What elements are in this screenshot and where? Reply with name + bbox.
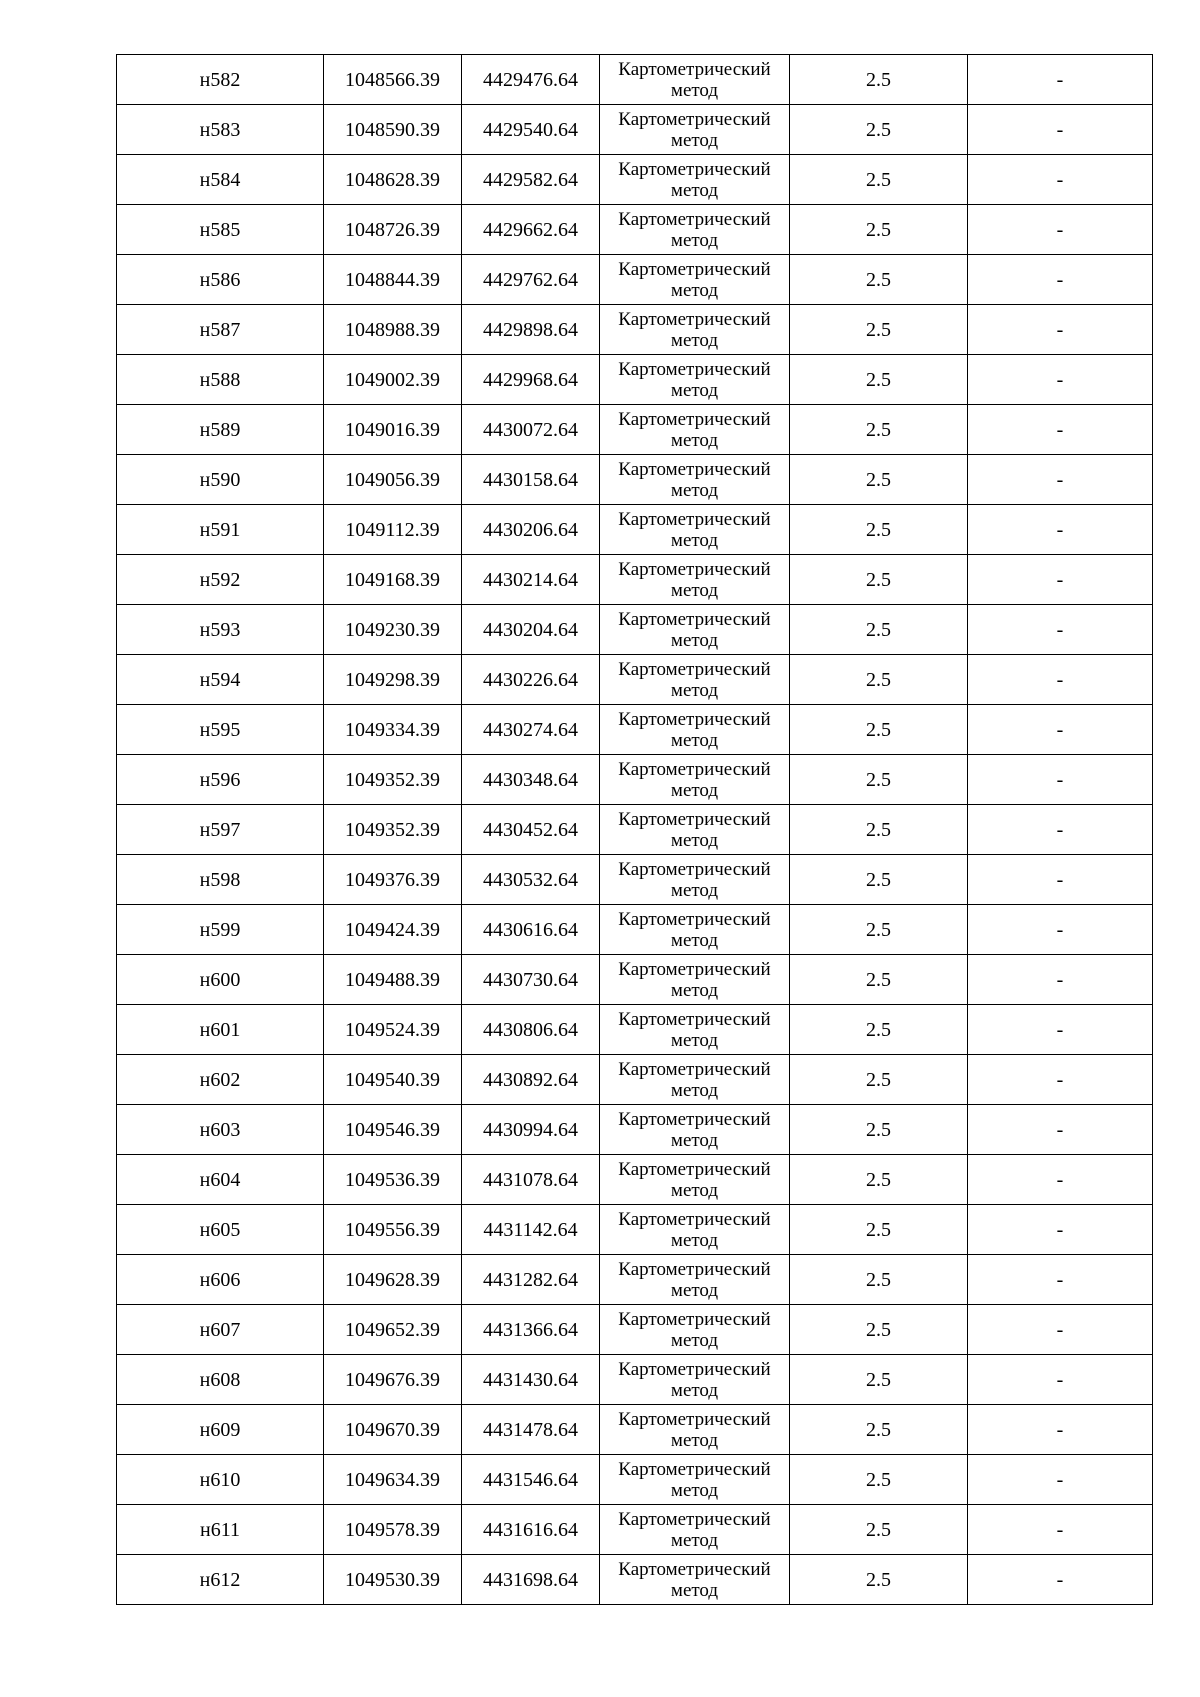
accuracy-cell: 2.5 xyxy=(790,1355,968,1405)
method-cell: Картометрический метод xyxy=(600,1005,790,1055)
method-cell: Картометрический метод xyxy=(600,1105,790,1155)
x-coordinate-cell: 1048566.39 xyxy=(324,55,462,105)
x-coordinate-cell: 1049376.39 xyxy=(324,855,462,905)
method-cell: Картометрический метод xyxy=(600,1355,790,1405)
note-cell: - xyxy=(968,1455,1153,1505)
note-cell: - xyxy=(968,55,1153,105)
method-cell: Картометрический метод xyxy=(600,355,790,405)
coordinates-table xyxy=(116,54,1153,1605)
y-coordinate-cell: 4431698.64 xyxy=(462,1555,600,1605)
table-row xyxy=(117,755,1153,805)
table-row xyxy=(117,605,1153,655)
note-cell: - xyxy=(968,105,1153,155)
note-cell: - xyxy=(968,455,1153,505)
note-cell: - xyxy=(968,1155,1153,1205)
accuracy-cell: 2.5 xyxy=(790,955,968,1005)
accuracy-cell: 2.5 xyxy=(790,1155,968,1205)
point-cell: н586 xyxy=(117,255,324,305)
table-row xyxy=(117,255,1153,305)
point-cell: н585 xyxy=(117,205,324,255)
y-coordinate-cell: 4429898.64 xyxy=(462,305,600,355)
accuracy-cell: 2.5 xyxy=(790,555,968,605)
point-cell: н606 xyxy=(117,1255,324,1305)
x-coordinate-cell: 1049016.39 xyxy=(324,405,462,455)
y-coordinate-cell: 4430348.64 xyxy=(462,755,600,805)
point-cell: н609 xyxy=(117,1405,324,1455)
table-row xyxy=(117,805,1153,855)
method-cell: Картометрический метод xyxy=(600,55,790,105)
point-cell: н603 xyxy=(117,1105,324,1155)
note-cell: - xyxy=(968,805,1153,855)
y-coordinate-cell: 4431078.64 xyxy=(462,1155,600,1205)
accuracy-cell: 2.5 xyxy=(790,1405,968,1455)
y-coordinate-cell: 4430158.64 xyxy=(462,455,600,505)
note-cell: - xyxy=(968,155,1153,205)
table-row xyxy=(117,1305,1153,1355)
accuracy-cell: 2.5 xyxy=(790,1105,968,1155)
point-cell: н595 xyxy=(117,705,324,755)
x-coordinate-cell: 1049546.39 xyxy=(324,1105,462,1155)
note-cell: - xyxy=(968,605,1153,655)
note-cell: - xyxy=(968,855,1153,905)
y-coordinate-cell: 4430206.64 xyxy=(462,505,600,555)
table-row xyxy=(117,705,1153,755)
x-coordinate-cell: 1049056.39 xyxy=(324,455,462,505)
x-coordinate-cell: 1049488.39 xyxy=(324,955,462,1005)
y-coordinate-cell: 4430994.64 xyxy=(462,1105,600,1155)
table-row xyxy=(117,655,1153,705)
table-row xyxy=(117,1255,1153,1305)
x-coordinate-cell: 1049352.39 xyxy=(324,755,462,805)
y-coordinate-cell: 4429540.64 xyxy=(462,105,600,155)
note-cell: - xyxy=(968,1305,1153,1355)
accuracy-cell: 2.5 xyxy=(790,355,968,405)
note-cell: - xyxy=(968,905,1153,955)
y-coordinate-cell: 4431142.64 xyxy=(462,1205,600,1255)
method-cell: Картометрический метод xyxy=(600,805,790,855)
y-coordinate-cell: 4431478.64 xyxy=(462,1405,600,1455)
table-row xyxy=(117,1155,1153,1205)
y-coordinate-cell: 4430892.64 xyxy=(462,1055,600,1105)
point-cell: н593 xyxy=(117,605,324,655)
point-cell: н594 xyxy=(117,655,324,705)
note-cell: - xyxy=(968,755,1153,805)
x-coordinate-cell: 1049634.39 xyxy=(324,1455,462,1505)
accuracy-cell: 2.5 xyxy=(790,455,968,505)
point-cell: н608 xyxy=(117,1355,324,1405)
method-cell: Картометрический метод xyxy=(600,655,790,705)
accuracy-cell: 2.5 xyxy=(790,155,968,205)
table-row xyxy=(117,1505,1153,1555)
x-coordinate-cell: 1049536.39 xyxy=(324,1155,462,1205)
x-coordinate-cell: 1049556.39 xyxy=(324,1205,462,1255)
accuracy-cell: 2.5 xyxy=(790,255,968,305)
y-coordinate-cell: 4431546.64 xyxy=(462,1455,600,1505)
note-cell: - xyxy=(968,505,1153,555)
accuracy-cell: 2.5 xyxy=(790,805,968,855)
accuracy-cell: 2.5 xyxy=(790,905,968,955)
point-cell: н582 xyxy=(117,55,324,105)
x-coordinate-cell: 1049002.39 xyxy=(324,355,462,405)
method-cell: Картометрический метод xyxy=(600,755,790,805)
y-coordinate-cell: 4430204.64 xyxy=(462,605,600,655)
method-cell: Картометрический метод xyxy=(600,1555,790,1605)
accuracy-cell: 2.5 xyxy=(790,755,968,805)
accuracy-cell: 2.5 xyxy=(790,105,968,155)
point-cell: н587 xyxy=(117,305,324,355)
x-coordinate-cell: 1049334.39 xyxy=(324,705,462,755)
accuracy-cell: 2.5 xyxy=(790,55,968,105)
method-cell: Картометрический метод xyxy=(600,1155,790,1205)
point-cell: н597 xyxy=(117,805,324,855)
method-cell: Картометрический метод xyxy=(600,455,790,505)
point-cell: н598 xyxy=(117,855,324,905)
point-cell: н611 xyxy=(117,1505,324,1555)
note-cell: - xyxy=(968,305,1153,355)
table-row xyxy=(117,1555,1153,1605)
y-coordinate-cell: 4431366.64 xyxy=(462,1305,600,1355)
method-cell: Картометрический метод xyxy=(600,905,790,955)
accuracy-cell: 2.5 xyxy=(790,505,968,555)
table-row xyxy=(117,555,1153,605)
point-cell: н589 xyxy=(117,405,324,455)
accuracy-cell: 2.5 xyxy=(790,855,968,905)
table-row xyxy=(117,355,1153,405)
method-cell: Картометрический метод xyxy=(600,1205,790,1255)
table-row xyxy=(117,905,1153,955)
point-cell: н592 xyxy=(117,555,324,605)
x-coordinate-cell: 1048988.39 xyxy=(324,305,462,355)
method-cell: Картометрический метод xyxy=(600,505,790,555)
table-row xyxy=(117,955,1153,1005)
note-cell: - xyxy=(968,1255,1153,1305)
y-coordinate-cell: 4430072.64 xyxy=(462,405,600,455)
x-coordinate-cell: 1049652.39 xyxy=(324,1305,462,1355)
table-row xyxy=(117,205,1153,255)
table-row xyxy=(117,1405,1153,1455)
method-cell: Картометрический метод xyxy=(600,255,790,305)
method-cell: Картометрический метод xyxy=(600,855,790,905)
point-cell: н588 xyxy=(117,355,324,405)
accuracy-cell: 2.5 xyxy=(790,1455,968,1505)
y-coordinate-cell: 4431430.64 xyxy=(462,1355,600,1405)
x-coordinate-cell: 1049524.39 xyxy=(324,1005,462,1055)
method-cell: Картометрический метод xyxy=(600,1305,790,1355)
y-coordinate-cell: 4429968.64 xyxy=(462,355,600,405)
accuracy-cell: 2.5 xyxy=(790,1505,968,1555)
table-row xyxy=(117,455,1153,505)
method-cell: Картометрический метод xyxy=(600,955,790,1005)
point-cell: н584 xyxy=(117,155,324,205)
x-coordinate-cell: 1049112.39 xyxy=(324,505,462,555)
method-cell: Картометрический метод xyxy=(600,1455,790,1505)
x-coordinate-cell: 1048844.39 xyxy=(324,255,462,305)
point-cell: н591 xyxy=(117,505,324,555)
method-cell: Картометрический метод xyxy=(600,705,790,755)
table-row xyxy=(117,155,1153,205)
x-coordinate-cell: 1048590.39 xyxy=(324,105,462,155)
method-cell: Картометрический метод xyxy=(600,1055,790,1105)
point-cell: н599 xyxy=(117,905,324,955)
x-coordinate-cell: 1049352.39 xyxy=(324,805,462,855)
note-cell: - xyxy=(968,255,1153,305)
x-coordinate-cell: 1049540.39 xyxy=(324,1055,462,1105)
method-cell: Картометрический метод xyxy=(600,555,790,605)
method-cell: Картометрический метод xyxy=(600,155,790,205)
note-cell: - xyxy=(968,955,1153,1005)
note-cell: - xyxy=(968,655,1153,705)
accuracy-cell: 2.5 xyxy=(790,405,968,455)
note-cell: - xyxy=(968,1005,1153,1055)
table-row xyxy=(117,55,1153,105)
table-row xyxy=(117,305,1153,355)
note-cell: - xyxy=(968,205,1153,255)
x-coordinate-cell: 1049424.39 xyxy=(324,905,462,955)
accuracy-cell: 2.5 xyxy=(790,1055,968,1105)
point-cell: н612 xyxy=(117,1555,324,1605)
accuracy-cell: 2.5 xyxy=(790,1255,968,1305)
y-coordinate-cell: 4430532.64 xyxy=(462,855,600,905)
accuracy-cell: 2.5 xyxy=(790,1305,968,1355)
x-coordinate-cell: 1049530.39 xyxy=(324,1555,462,1605)
note-cell: - xyxy=(968,1505,1153,1555)
x-coordinate-cell: 1049168.39 xyxy=(324,555,462,605)
table-row xyxy=(117,855,1153,905)
note-cell: - xyxy=(968,705,1153,755)
table-row xyxy=(117,105,1153,155)
point-cell: н583 xyxy=(117,105,324,155)
accuracy-cell: 2.5 xyxy=(790,705,968,755)
table-row xyxy=(117,405,1153,455)
accuracy-cell: 2.5 xyxy=(790,605,968,655)
table-row xyxy=(117,1455,1153,1505)
y-coordinate-cell: 4430452.64 xyxy=(462,805,600,855)
x-coordinate-cell: 1049628.39 xyxy=(324,1255,462,1305)
x-coordinate-cell: 1049578.39 xyxy=(324,1505,462,1555)
accuracy-cell: 2.5 xyxy=(790,655,968,705)
note-cell: - xyxy=(968,1405,1153,1455)
x-coordinate-cell: 1049230.39 xyxy=(324,605,462,655)
point-cell: н590 xyxy=(117,455,324,505)
note-cell: - xyxy=(968,1555,1153,1605)
y-coordinate-cell: 4431616.64 xyxy=(462,1505,600,1555)
method-cell: Картометрический метод xyxy=(600,1405,790,1455)
y-coordinate-cell: 4429762.64 xyxy=(462,255,600,305)
table-row xyxy=(117,1055,1153,1105)
y-coordinate-cell: 4429476.64 xyxy=(462,55,600,105)
note-cell: - xyxy=(968,405,1153,455)
table-row xyxy=(117,1355,1153,1405)
y-coordinate-cell: 4429662.64 xyxy=(462,205,600,255)
table-row xyxy=(117,1105,1153,1155)
point-cell: н596 xyxy=(117,755,324,805)
x-coordinate-cell: 1049676.39 xyxy=(324,1355,462,1405)
accuracy-cell: 2.5 xyxy=(790,1005,968,1055)
accuracy-cell: 2.5 xyxy=(790,205,968,255)
note-cell: - xyxy=(968,1055,1153,1105)
y-coordinate-cell: 4430274.64 xyxy=(462,705,600,755)
point-cell: н602 xyxy=(117,1055,324,1105)
note-cell: - xyxy=(968,1205,1153,1255)
point-cell: н601 xyxy=(117,1005,324,1055)
note-cell: - xyxy=(968,355,1153,405)
point-cell: н607 xyxy=(117,1305,324,1355)
y-coordinate-cell: 4431282.64 xyxy=(462,1255,600,1305)
y-coordinate-cell: 4430226.64 xyxy=(462,655,600,705)
method-cell: Картометрический метод xyxy=(600,105,790,155)
y-coordinate-cell: 4430806.64 xyxy=(462,1005,600,1055)
note-cell: - xyxy=(968,1355,1153,1405)
note-cell: - xyxy=(968,555,1153,605)
point-cell: н605 xyxy=(117,1205,324,1255)
table-row xyxy=(117,1005,1153,1055)
y-coordinate-cell: 4430214.64 xyxy=(462,555,600,605)
y-coordinate-cell: 4430730.64 xyxy=(462,955,600,1005)
accuracy-cell: 2.5 xyxy=(790,305,968,355)
accuracy-cell: 2.5 xyxy=(790,1205,968,1255)
method-cell: Картометрический метод xyxy=(600,1255,790,1305)
point-cell: н600 xyxy=(117,955,324,1005)
method-cell: Картометрический метод xyxy=(600,305,790,355)
point-cell: н604 xyxy=(117,1155,324,1205)
y-coordinate-cell: 4429582.64 xyxy=(462,155,600,205)
method-cell: Картометрический метод xyxy=(600,605,790,655)
point-cell: н610 xyxy=(117,1455,324,1505)
accuracy-cell: 2.5 xyxy=(790,1555,968,1605)
method-cell: Картометрический метод xyxy=(600,1505,790,1555)
x-coordinate-cell: 1048726.39 xyxy=(324,205,462,255)
method-cell: Картометрический метод xyxy=(600,405,790,455)
x-coordinate-cell: 1049298.39 xyxy=(324,655,462,705)
y-coordinate-cell: 4430616.64 xyxy=(462,905,600,955)
table-row xyxy=(117,505,1153,555)
method-cell: Картометрический метод xyxy=(600,205,790,255)
x-coordinate-cell: 1048628.39 xyxy=(324,155,462,205)
table-row xyxy=(117,1205,1153,1255)
table-body xyxy=(117,55,1153,1605)
x-coordinate-cell: 1049670.39 xyxy=(324,1405,462,1455)
note-cell: - xyxy=(968,1105,1153,1155)
